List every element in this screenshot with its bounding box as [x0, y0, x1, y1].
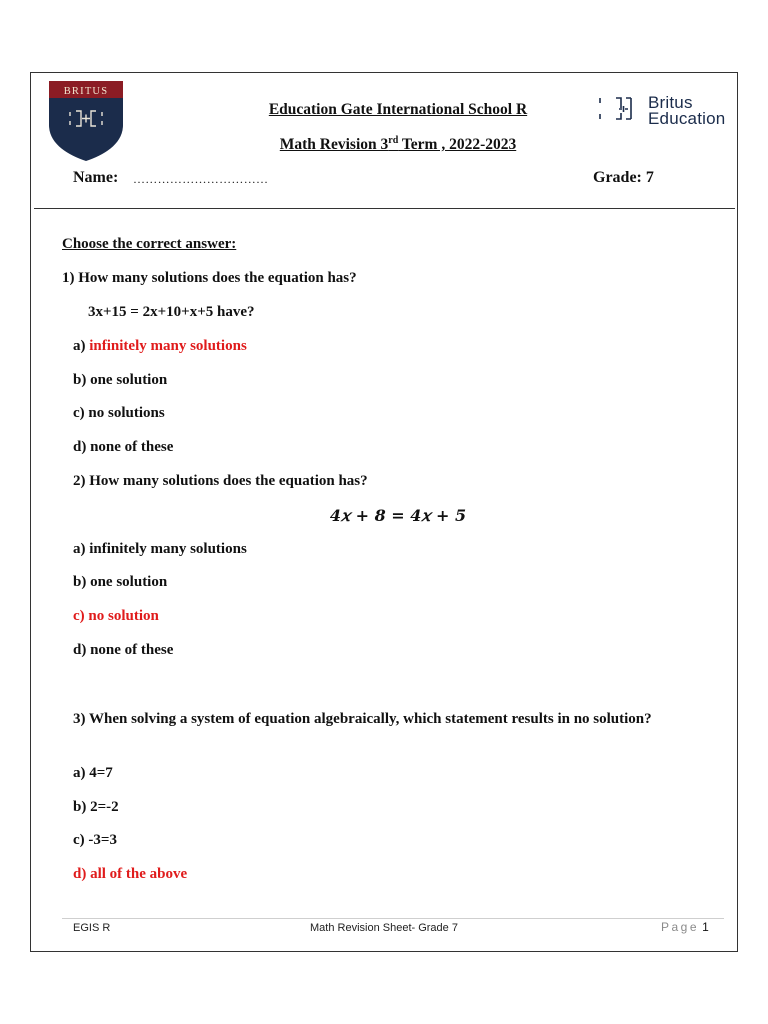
revision-superscript: rd: [388, 135, 399, 146]
question-1-option-b: [73, 372, 167, 389]
crest-text: BRITUS: [63, 86, 109, 97]
option-text: none of these: [90, 642, 174, 658]
footer-sheet-title: Math Revision Sheet- Grade 7: [310, 922, 458, 934]
footer-page-indicator: [661, 920, 709, 934]
footer-school-code: EGIS R: [73, 922, 111, 934]
option-letter: d): [73, 642, 91, 658]
option-letter: a): [73, 541, 90, 557]
option-text-correct: no solution: [88, 608, 159, 624]
option-text: -3=3: [88, 832, 117, 848]
question-2-option-a: [73, 541, 247, 558]
option-letter: c): [73, 405, 89, 421]
option-letter: a): [73, 765, 90, 781]
grade-label: Grade: 7: [593, 169, 654, 186]
question-2-option-d: [73, 642, 173, 659]
name-blank: ……………………………: [133, 172, 269, 186]
header-divider: [34, 208, 735, 209]
school-title: Education Gate International School R: [268, 101, 528, 118]
option-text: 4=7: [89, 765, 113, 781]
option-text-correct: infinitely many solutions: [89, 338, 247, 354]
option-letter: c): [73, 608, 89, 624]
option-text: none of these: [90, 439, 174, 455]
option-letter: d): [73, 866, 91, 882]
option-text-correct: all of the above: [90, 866, 188, 882]
option-letter: b): [73, 372, 91, 388]
revision-prefix: Math Revision 3: [279, 136, 389, 154]
option-text: no solutions: [88, 405, 165, 421]
question-3-prompt: 3) When solving a system of equation algebraically, which statement results in no solution?: [73, 711, 652, 727]
question-1-option-a: [73, 338, 247, 355]
logo-line-1: Britus: [648, 93, 693, 112]
instructions-heading: Choose the correct answer:: [62, 236, 237, 252]
footer-page-number: 1: [702, 920, 709, 934]
question-2-option-b: [73, 574, 167, 591]
question-3-option-a: [73, 765, 113, 782]
option-letter: b): [73, 574, 91, 590]
option-text: 2=-2: [90, 799, 119, 815]
option-text: one solution: [90, 574, 168, 590]
question-3-option-b: [73, 799, 119, 816]
option-letter: a): [73, 338, 90, 354]
question-1-option-c: [73, 405, 165, 422]
name-label: Name:: [73, 169, 119, 186]
revision-title: [0, 135, 768, 154]
question-3-option-d: [73, 866, 187, 883]
logo-line-2: Education: [648, 109, 726, 128]
question-2-prompt: 2) How many solutions does the equation has?: [73, 473, 368, 489]
option-text: infinitely many solutions: [89, 541, 247, 557]
question-3-option-c: [73, 832, 117, 849]
option-letter: d): [73, 439, 91, 455]
question-1-prompt: 1) How many solutions does the equation has?: [62, 270, 357, 286]
revision-suffix: Term , 2022-2023: [398, 136, 517, 154]
footer-page-word: Page: [661, 920, 700, 934]
question-1-option-d: [73, 439, 173, 456]
option-letter: c): [73, 832, 89, 848]
footer-divider: [62, 918, 724, 919]
question-1-equation: 3x+15 = 2x+10+x+5 have?: [88, 304, 255, 320]
question-2-equation: 4𝑥 + 8 = 4𝑥 + 5: [329, 506, 467, 525]
option-text: one solution: [90, 372, 168, 388]
option-letter: b): [73, 799, 91, 815]
question-2-option-c: [73, 608, 159, 625]
